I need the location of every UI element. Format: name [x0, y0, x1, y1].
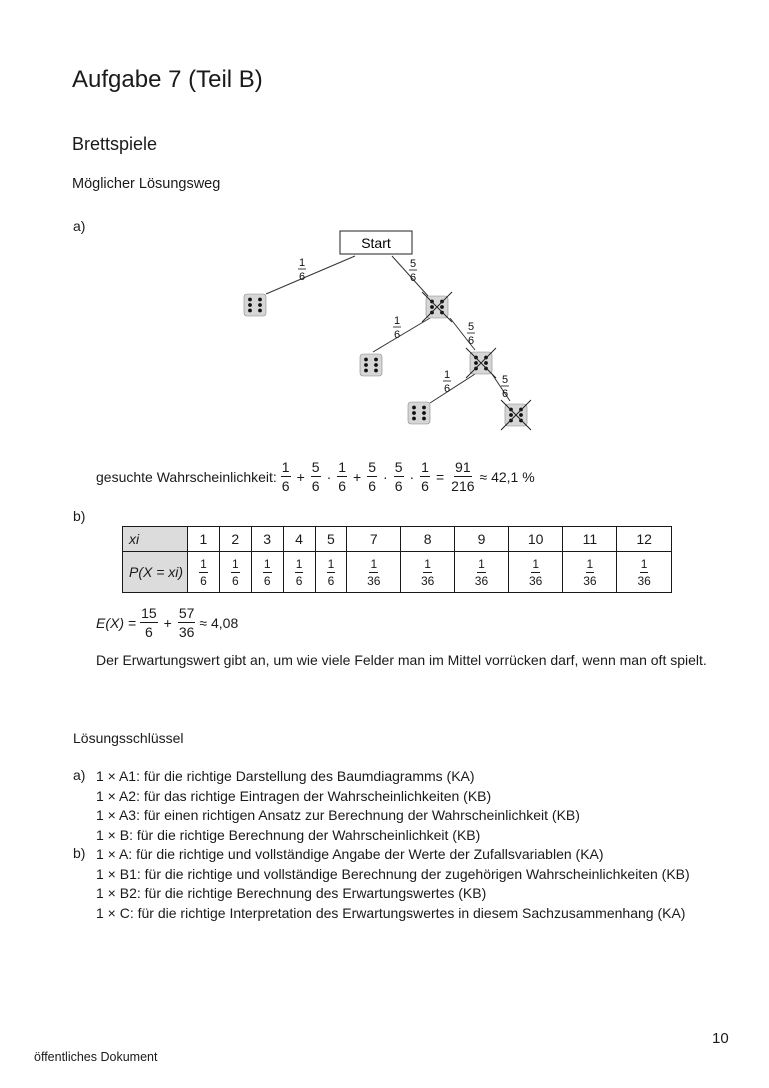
tree-branch-prob-num: 1 [298, 257, 306, 269]
table-cell: 9 [455, 527, 509, 552]
operator: + [163, 614, 172, 631]
key-b-list [96, 845, 690, 923]
term-fraction: $\frac{1}{6}$ [338, 459, 347, 494]
table-cell: 10 [508, 527, 563, 552]
key-heading: Lösungsschlüssel [73, 730, 184, 746]
tree-branch-prob-den: 6 [298, 271, 306, 283]
result-fraction: $\frac{91}{216}$ [451, 459, 475, 494]
tree-start-label: Start [361, 235, 391, 251]
tree-branch-prob-den: 6 [409, 272, 417, 284]
operator: · [383, 468, 388, 485]
table-cell: 2 [219, 527, 251, 552]
page-number: 10 [712, 1030, 729, 1047]
table-cell: $\frac{1}{36}$ [617, 552, 672, 593]
expectation-fraction: $\frac{15}{6}$ [141, 605, 157, 640]
die-not-six-icon [422, 292, 452, 322]
part-a-label: a) [73, 218, 86, 234]
list-item: 1 × B: für die richtige Berechnung der Wahrscheinlichkeit (KB) [96, 826, 481, 843]
list-item: 1 × C: für die richtige Interpretation des Erwartungswertes in diesem Sachzusammenhang (KA) [96, 904, 686, 921]
list-item: 1 × A2: für das richtige Eintragen der Wahrscheinlichkeiten (KB) [96, 787, 492, 804]
probability-formula [96, 460, 535, 493]
table-row [123, 552, 672, 593]
expectation-formula [96, 606, 238, 639]
table-cell: $\frac{1}{6}$ [251, 552, 283, 593]
table-cell: 7 [347, 527, 401, 552]
list-item: 1 × A3: für einen richtigen Ansatz zur Berechnung der Wahrscheinlichkeit (KB) [96, 807, 580, 823]
table-row [123, 527, 672, 552]
result-label: gesuchte Wahrscheinlichkeit: [96, 468, 277, 485]
key-a-list [96, 767, 580, 845]
table-cell: $\frac{1}{6}$ [219, 552, 251, 593]
operator: + [296, 468, 305, 485]
list-item: 1 × B2: für die richtige Berechnung des Erwartungswertes (KB) [96, 885, 487, 901]
result-approx: ≈ 42,1 % [479, 468, 535, 485]
tree-branch-line [266, 256, 355, 294]
section-heading: Möglicher Lösungsweg [72, 176, 221, 192]
table-cell: $\frac{1}{6}$ [315, 552, 347, 593]
die-not-six-icon [466, 348, 496, 378]
operator: · [409, 468, 415, 485]
tree-branch-prob-num: 1 [393, 315, 401, 327]
table-cell: 5 [315, 527, 347, 552]
term-fraction: $\frac{5}{6}$ [311, 459, 320, 494]
term-fraction: $\frac{5}{6}$ [394, 459, 403, 494]
list-item: 1 × A1: für die richtige Darstellung des Baumdiagramms (KA) [96, 768, 475, 784]
list-item: 1 × B1: für die richtige und vollständige Berechnung der zugehörigen Wahrscheinlichkeiten (KB) [96, 865, 690, 882]
task-subtitle: Brettspiele [72, 134, 158, 154]
expectation-fraction: $\frac{57}{36}$ [178, 605, 195, 640]
table-cell: 4 [283, 527, 315, 552]
table-cell: $\frac{1}{36}$ [401, 552, 455, 593]
table-cell: 3 [251, 527, 283, 552]
interpretation-text: Der Erwartungswert gibt an, um wie viele Felder man im Mittel vorrücken darf, wenn man oft spielt. [96, 652, 707, 668]
term-fraction: $\frac{1}{6}$ [421, 459, 429, 494]
die-six-icon [408, 402, 430, 424]
probability-tree-diagram [230, 226, 550, 436]
key-a-label: a) [73, 767, 86, 783]
tree-branch-prob-den: 6 [467, 335, 475, 347]
term-fraction: $\frac{5}{6}$ [368, 459, 377, 494]
operator: + [353, 468, 362, 485]
table-cell: $\frac{1}{36}$ [508, 552, 563, 593]
die-not-six-icon [501, 400, 531, 430]
part-b-label: b) [73, 508, 86, 524]
term-fraction: $\frac{1}{6}$ [281, 459, 290, 494]
key-b-label: b) [73, 845, 86, 861]
footer-note: öffentliches Dokument [34, 1050, 158, 1064]
page-title: Aufgabe 7 (Teil B) [72, 66, 263, 93]
die-six-icon [360, 354, 382, 376]
table-cell: $\frac{1}{6}$ [283, 552, 315, 593]
table-cell: 11 [563, 527, 617, 552]
tree-branch-prob-den: 6 [501, 388, 509, 400]
tree-branch-prob-den: 6 [443, 383, 451, 395]
expectation-lhs: E(X) = [96, 614, 137, 631]
table-header-probability: P(X = xi) [123, 552, 188, 593]
table-cell: 12 [617, 527, 672, 552]
table-cell: $\frac{1}{36}$ [455, 552, 509, 593]
table-cell: $\frac{1}{36}$ [563, 552, 617, 593]
tree-branch-prob-den: 6 [393, 329, 401, 341]
operator: = [435, 468, 445, 485]
table-header-xi: xi [123, 527, 188, 552]
distribution-table [122, 526, 672, 593]
table-cell: 8 [401, 527, 455, 552]
tree-branch-prob-num: 5 [501, 374, 509, 386]
table-cell: $\frac{1}{6}$ [188, 552, 220, 593]
tree-branch-prob-num: 1 [443, 369, 451, 381]
table-cell: 1 [188, 527, 220, 552]
die-six-icon [244, 294, 266, 316]
table-cell: $\frac{1}{36}$ [347, 552, 401, 593]
tree-branch-prob-num: 5 [467, 321, 475, 333]
operator: · [326, 468, 332, 485]
tree-branch-line [373, 318, 430, 352]
tree-branch-prob-num: 5 [409, 258, 417, 270]
list-item: 1 × A: für die richtige und vollständige Angabe der Werte der Zufallsvariablen (KA) [96, 846, 604, 862]
expectation-approx: ≈ 4,08 [199, 614, 239, 631]
tree-branch-line [430, 374, 475, 403]
